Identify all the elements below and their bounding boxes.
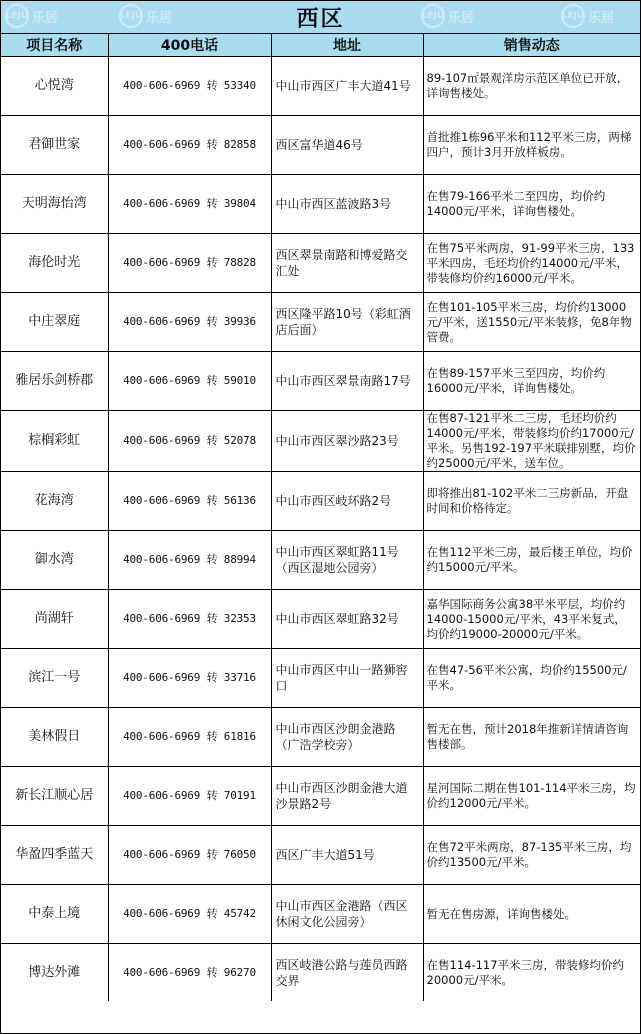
project-name-cell: 美林假日	[1, 708, 108, 767]
sales-status-cell: 在售72平米两房，87-135平米三房，均价约13500元/平米。	[423, 826, 640, 885]
project-name-cell: 尚湖轩	[1, 590, 108, 649]
phone-cell: 400-606-6969 转 82858	[108, 116, 271, 175]
project-name-cell: 滨江一号	[1, 649, 108, 708]
phone-cell: 400-606-6969 转 53340	[108, 57, 271, 116]
phone-cell: 400-606-6969 转 61816	[108, 708, 271, 767]
header-phone: 400电话	[108, 34, 271, 57]
leju-logo-icon: LEJU	[5, 4, 29, 28]
header-sales-status: 销售动态	[423, 34, 640, 57]
header-project-name: 项目名称	[1, 34, 108, 57]
address-cell: 中山市西区沙朗金港大道沙景路2号	[271, 767, 423, 826]
phone-cell: 400-606-6969 转 76050	[108, 826, 271, 885]
leju-logo-icon: LEJU	[119, 4, 143, 28]
table-row	[1, 826, 640, 885]
header-address: 地址	[271, 34, 423, 57]
project-table	[1, 34, 640, 1001]
table-row	[1, 411, 640, 472]
address-cell: 西区广丰大道51号	[271, 826, 423, 885]
address-cell: 中山市西区金港路（西区休闲文化公园旁）	[271, 885, 423, 944]
watermark-logo: LEJU 乐居	[421, 4, 474, 28]
sales-status-cell: 在售89-157平米三至四房，均价约16000元/平米，详询售楼处。	[423, 352, 640, 411]
table-row	[1, 293, 640, 352]
project-name-cell: 御水湾	[1, 531, 108, 590]
region-title: 西区	[296, 6, 345, 32]
sales-status-cell: 在售114-117平米三房，带装修均价约20000元/平米。	[423, 944, 640, 1002]
project-name-cell: 天明海怡湾	[1, 175, 108, 234]
project-name-cell: 华盈四季蓝天	[1, 826, 108, 885]
address-cell: 西区翠景南路和博爱路交汇处	[271, 234, 423, 293]
sales-status-cell: 星河国际二期在售101-114平米三房，均价约12000元/平米。	[423, 767, 640, 826]
project-name-cell: 海伦时光	[1, 234, 108, 293]
phone-cell: 400-606-6969 转 59010	[108, 352, 271, 411]
table-row	[1, 708, 640, 767]
region-header	[1, 1, 640, 34]
address-cell: 中山市西区沙朗金港路（广浩学校旁）	[271, 708, 423, 767]
table-row	[1, 175, 640, 234]
project-name-cell: 花海湾	[1, 472, 108, 531]
phone-cell: 400-606-6969 转 56136	[108, 472, 271, 531]
table-row	[1, 885, 640, 944]
phone-cell: 400-606-6969 转 32353	[108, 590, 271, 649]
table-row	[1, 649, 640, 708]
leju-logo-icon: LEJU	[561, 4, 585, 28]
sales-status-cell: 暂无在售，预计2018年推新详情请咨询售楼部。	[423, 708, 640, 767]
project-name-cell: 中庄翠庭	[1, 293, 108, 352]
phone-cell: 400-606-6969 转 52078	[108, 411, 271, 472]
sales-status-cell: 嘉华国际商务公寓38平米平层，均价约14000-15000元/平米，43平米复式，均价约19000-20000元/平米。	[423, 590, 640, 649]
address-cell: 中山市西区翠景南路17号	[271, 352, 423, 411]
phone-cell: 400-606-6969 转 96270	[108, 944, 271, 1002]
project-name-cell: 心悦湾	[1, 57, 108, 116]
sales-status-cell: 在售101-105平米三房，均价约13000元/平米，送1550元/平米装修，免8年物管费。	[423, 293, 640, 352]
table-row	[1, 472, 640, 531]
phone-cell: 400-606-6969 转 45742	[108, 885, 271, 944]
phone-cell: 400-606-6969 转 78828	[108, 234, 271, 293]
watermark-logo: LEJU 乐居	[561, 4, 614, 28]
address-cell: 西区隆平路10号（彩虹酒店后面）	[271, 293, 423, 352]
table-row	[1, 57, 640, 116]
sales-status-cell: 在售87-121平米二三房，毛坯均价约14000元/平米，带装修均价约17000元/平米。另售192-197平米联排别墅，均价约25000元/平米，送车位。	[423, 411, 640, 472]
phone-cell: 400-606-6969 转 70191	[108, 767, 271, 826]
table-row	[1, 116, 640, 175]
address-cell: 中山市西区蓝波路3号	[271, 175, 423, 234]
address-cell: 西区岐港公路与莲员西路交界	[271, 944, 423, 1002]
sales-status-cell: 即将推出81-102平米二三房新品，开盘时间和价格待定。	[423, 472, 640, 531]
phone-cell: 400-606-6969 转 88994	[108, 531, 271, 590]
leju-logo-icon: LEJU	[421, 4, 445, 28]
sales-status-cell: 在售79-166平米二至四房，均价约14000元/平米，详询售楼处。	[423, 175, 640, 234]
address-cell: 中山市西区翠虹路32号	[271, 590, 423, 649]
phone-cell: 400-606-6969 转 33716	[108, 649, 271, 708]
project-name-cell: 博达外滩	[1, 944, 108, 1002]
phone-cell: 400-606-6969 转 39936	[108, 293, 271, 352]
sales-status-cell: 在售112平米三房，最后楼王单位，均价约15000元/平米。	[423, 531, 640, 590]
table-body	[1, 57, 640, 1002]
sales-status-cell: 在售47-56平米公寓，均价约15500元/平米。	[423, 649, 640, 708]
address-cell: 中山市西区广丰大道41号	[271, 57, 423, 116]
sales-status-cell: 在售75平米两房，91-99平米三房，133平米四房，毛坯均价约14000元/平米，带装修均价约16000元/平米。	[423, 234, 640, 293]
address-cell: 中山市西区翠虹路11号（西区湿地公园旁）	[271, 531, 423, 590]
table-row	[1, 590, 640, 649]
address-cell: 中山市西区翠沙路23号	[271, 411, 423, 472]
project-name-cell: 君御世家	[1, 116, 108, 175]
project-name-cell: 雅居乐剑桥郡	[1, 352, 108, 411]
project-name-cell: 新长江顺心居	[1, 767, 108, 826]
table-row	[1, 352, 640, 411]
table-row	[1, 531, 640, 590]
table-row	[1, 767, 640, 826]
watermark-logo: LEJU 乐居	[119, 4, 172, 28]
address-cell: 中山市西区岐环路2号	[271, 472, 423, 531]
sales-status-cell: 首批推1栋96平米和112平米三房，两梯四户，预计3月开放样板房。	[423, 116, 640, 175]
sales-status-cell: 暂无在售房源，详询售楼处。	[423, 885, 640, 944]
table-header-row	[1, 34, 640, 57]
address-cell: 中山市西区中山一路狮窖口	[271, 649, 423, 708]
table-row	[1, 944, 640, 1002]
project-name-cell: 棕榈彩虹	[1, 411, 108, 472]
address-cell: 西区富华道46号	[271, 116, 423, 175]
table-row	[1, 234, 640, 293]
phone-cell: 400-606-6969 转 39804	[108, 175, 271, 234]
sales-status-cell: 89-107㎡景观洋房示范区单位已开放，详询售楼处。	[423, 57, 640, 116]
watermark-logo: LEJU 乐居	[5, 4, 58, 28]
project-name-cell: 中泰上境	[1, 885, 108, 944]
